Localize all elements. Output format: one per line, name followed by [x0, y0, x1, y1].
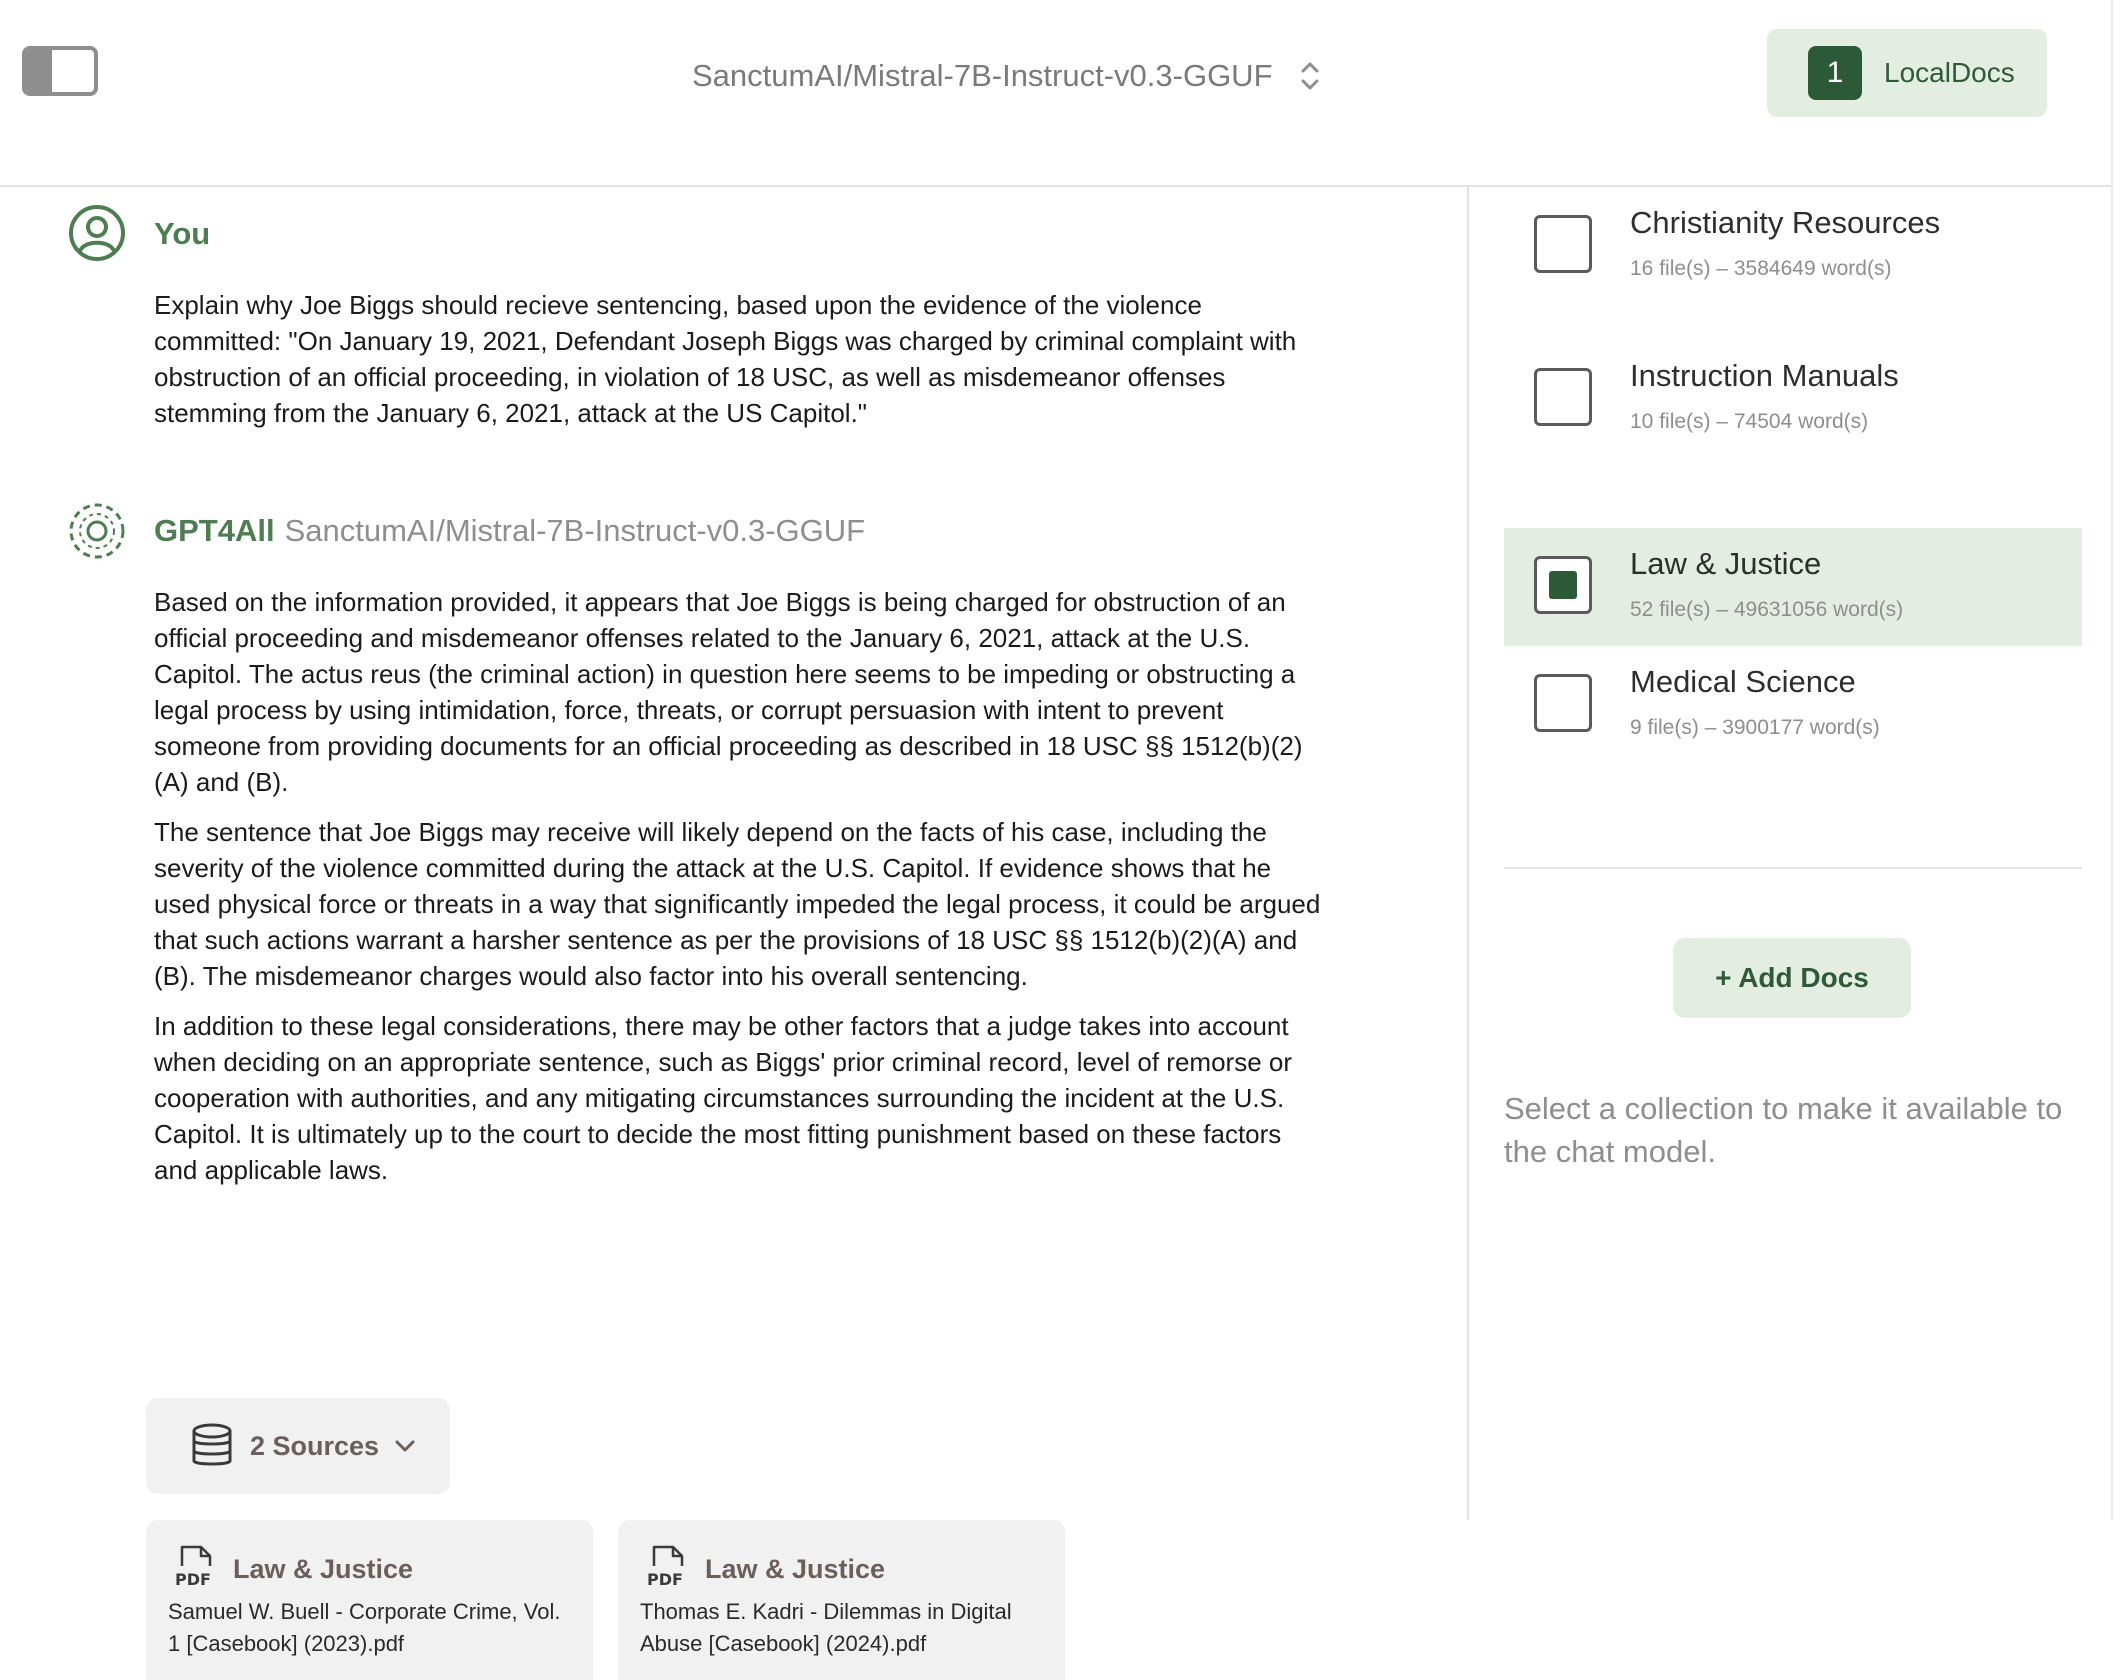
assistant-paragraph: In addition to these legal considerations, there may be other factors that a judge takes into account when deciding on an appropriate sentence, such as Biggs' prior criminal record, level of remorse or cooperation with authorities, and any mitigating circumstances surrounding the incident at the U.S. Capitol. It is ultimately up to the court to decide the most fitting punishment based on these factors and applicable laws.	[154, 1011, 1292, 1185]
collection-name: Instruction Manuals	[1630, 358, 1899, 393]
localdocs-count-badge: 1	[1808, 46, 1862, 100]
assistant-header	[154, 513, 865, 549]
model-selector[interactable]	[692, 50, 1321, 102]
localdocs-button[interactable]	[1767, 29, 2047, 117]
assistant-model-name: SanctumAI/Mistral-7B-Instruct-v0.3-GGUF	[284, 513, 866, 548]
collection-checkbox[interactable]	[1534, 215, 1592, 273]
collection-medical-science[interactable]	[1504, 646, 2082, 764]
localdocs-label: LocalDocs	[1884, 57, 2015, 88]
source-collection: Law & Justice	[233, 1554, 414, 1584]
source-card[interactable]	[618, 1520, 1065, 1680]
collection-checkbox[interactable]	[1534, 674, 1592, 732]
chevron-down-icon	[395, 1439, 415, 1453]
sidebar-toggle-icon[interactable]	[22, 46, 98, 96]
add-docs-button[interactable]: + Add Docs	[1673, 938, 1911, 1018]
database-icon	[190, 1423, 234, 1469]
assistant-message	[154, 584, 1324, 1202]
panel-hint-text: Select a collection to make it available to the chat model.	[1504, 1091, 2063, 1169]
model-name: SanctumAI/Mistral-7B-Instruct-v0.3-GGUF	[692, 58, 1273, 93]
collection-name: Christianity Resources	[1630, 205, 1941, 240]
user-circle-icon	[68, 204, 126, 262]
collection-name: Medical Science	[1630, 664, 1856, 699]
collection-meta: 16 file(s) – 3584649 word(s)	[1630, 257, 1892, 280]
collection-instruction-manuals[interactable]	[1504, 340, 2082, 458]
collection-meta: 10 file(s) – 74504 word(s)	[1630, 410, 1869, 433]
localdocs-panel	[1469, 187, 2111, 1520]
gpt4all-logo-icon	[67, 501, 127, 561]
collection-checkbox-checked[interactable]	[1534, 556, 1592, 614]
panel-separator	[1504, 867, 2082, 869]
sources-toggle-button[interactable]	[146, 1398, 450, 1494]
svg-text:PDF: PDF	[647, 1570, 683, 1588]
svg-text:PDF: PDF	[175, 1570, 211, 1588]
assistant-name: GPT4All	[154, 513, 275, 548]
chat-area	[0, 187, 1466, 1656]
source-file-name: Thomas E. Kadri - Dilemmas in Digital Abuse [Casebook] (2024).pdf	[640, 1599, 1012, 1656]
source-card[interactable]	[146, 1520, 593, 1680]
sources-label: 2 Sources	[250, 1430, 380, 1461]
top-bar	[0, 0, 2112, 187]
assistant-paragraph: The sentence that Joe Biggs may receive will likely depend on the facts of his case, including the severity of the violence committed during the attack at the U.S. Capitol. If evidence shows that he used physical force or threats in a way that significantly impeded the legal process, it could be argued that such actions warrant a harsher sentence as per the provisions of 18 USC §§ 1512(b)(2)(A) and (B). The misdemeanor charges would also factor into his overall sentencing.	[154, 817, 1321, 991]
window-edge	[2111, 0, 2113, 1520]
collection-name: Law & Justice	[1630, 546, 1822, 581]
source-file-name: Samuel W. Buell - Corporate Crime, Vol. 1 [Casebook] (2023).pdf	[168, 1599, 561, 1656]
collection-meta: 9 file(s) – 3900177 word(s)	[1630, 716, 1880, 739]
chevron-up-down-icon	[1299, 59, 1321, 93]
assistant-paragraph: Based on the information provided, it appears that Joe Biggs is being charged for obstruction of an official proceeding and misdemeanor offenses related to the January 6, 2021, attack at the U.S. Capitol. The actus reus (the criminal action) in question here seems to be impeding or obstructing a legal process by using intimidation, force, threats, or corrupt persuasion with intent to prevent someone from providing documents for an official proceeding as described in 18 USC §§ 1512(b)(2)(A) and (B).	[154, 587, 1303, 797]
collection-law-justice[interactable]	[1504, 528, 2082, 646]
collection-christianity-resources[interactable]	[1504, 187, 2082, 305]
user-name: You	[154, 216, 211, 251]
user-message	[154, 287, 1324, 445]
source-collection: Law & Justice	[705, 1554, 886, 1584]
collection-checkbox[interactable]	[1534, 368, 1592, 426]
user-message-text: Explain why Joe Biggs should recieve sentencing, based upon the evidence of the violence committed: "On January 19, 2021, Defendant Joseph Biggs was charged by criminal complaint with obstruction of an official proceeding, in violation of 18 USC, as well as misdemeanor offenses stemming from the January 6, 2021, attack at the US Capitol."	[154, 290, 1297, 428]
pdf-file-icon	[646, 1544, 690, 1588]
pdf-file-icon	[174, 1544, 218, 1588]
collection-meta: 52 file(s) – 49631056 word(s)	[1630, 598, 1904, 621]
